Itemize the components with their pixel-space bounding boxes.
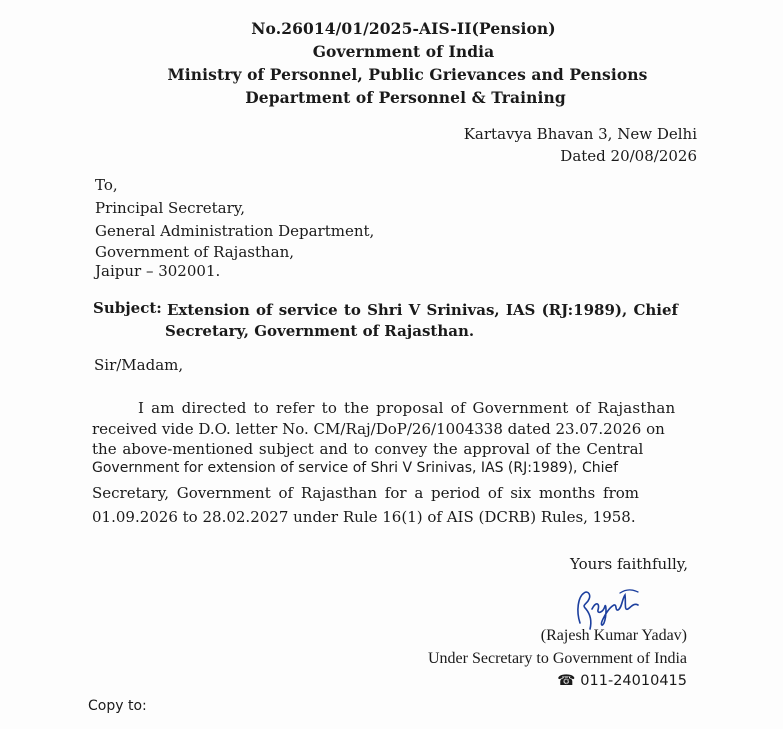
subject-line: Extension of service to Shri V Srinivas, IAS (RJ:1989), Chief — [167, 301, 678, 319]
department-heading: Department of Personnel & Training — [245, 88, 566, 107]
body-line: received vide D.O. letter No. CM/Raj/DoP/26/1004338 dated 23.07.2026 on — [92, 420, 665, 438]
addressee-line: Jaipur – 302001. — [95, 262, 221, 280]
date-line: Dated 20/08/2026 — [560, 147, 697, 165]
telephone-icon: ☎ — [557, 673, 576, 689]
signatory-designation: Under Secretary to Government of India — [427, 650, 687, 667]
body-line: 01.09.2026 to 28.02.2027 under Rule 16(1) of AIS (DCRB) Rules, 1958. — [92, 508, 636, 526]
addressee-line: General Administration Department, — [95, 222, 375, 240]
ministry-heading: Ministry of Personnel, Public Grievances and Pensions — [167, 65, 648, 84]
body-line: Secretary, Government of Rajasthan for a period of six months from — [92, 484, 639, 502]
addressee-line: Principal Secretary, — [95, 199, 246, 217]
addressee-to: To, — [95, 176, 118, 194]
salutation: Sir/Madam, — [94, 356, 184, 374]
copy-to-label: Copy to: — [88, 698, 147, 714]
addressee-line: Government of Rajasthan, — [95, 243, 295, 261]
signatory-phone — [557, 673, 687, 689]
reference-number: No.26014/01/2025-AIS-II(Pension) — [251, 19, 556, 38]
closing-line: Yours faithfully, — [570, 555, 688, 573]
handwritten-signature — [570, 583, 650, 633]
subject-label: Subject: — [93, 299, 162, 317]
place-line: Kartavya Bhavan 3, New Delhi — [463, 125, 697, 143]
phone-number: 011-24010415 — [580, 673, 687, 689]
body-line: Government for extension of service of Shri V Srinivas, IAS (RJ:1989), Chief — [92, 460, 619, 476]
body-line: the above-mentioned subject and to convey the approval of the Central — [92, 440, 644, 458]
government-heading: Government of India — [312, 42, 495, 61]
signatory-name: (Rajesh Kumar Yadav) — [540, 627, 687, 644]
body-line: I am directed to refer to the proposal of Government of Rajasthan — [138, 399, 676, 417]
subject-line: Secretary, Government of Rajasthan. — [165, 322, 475, 340]
